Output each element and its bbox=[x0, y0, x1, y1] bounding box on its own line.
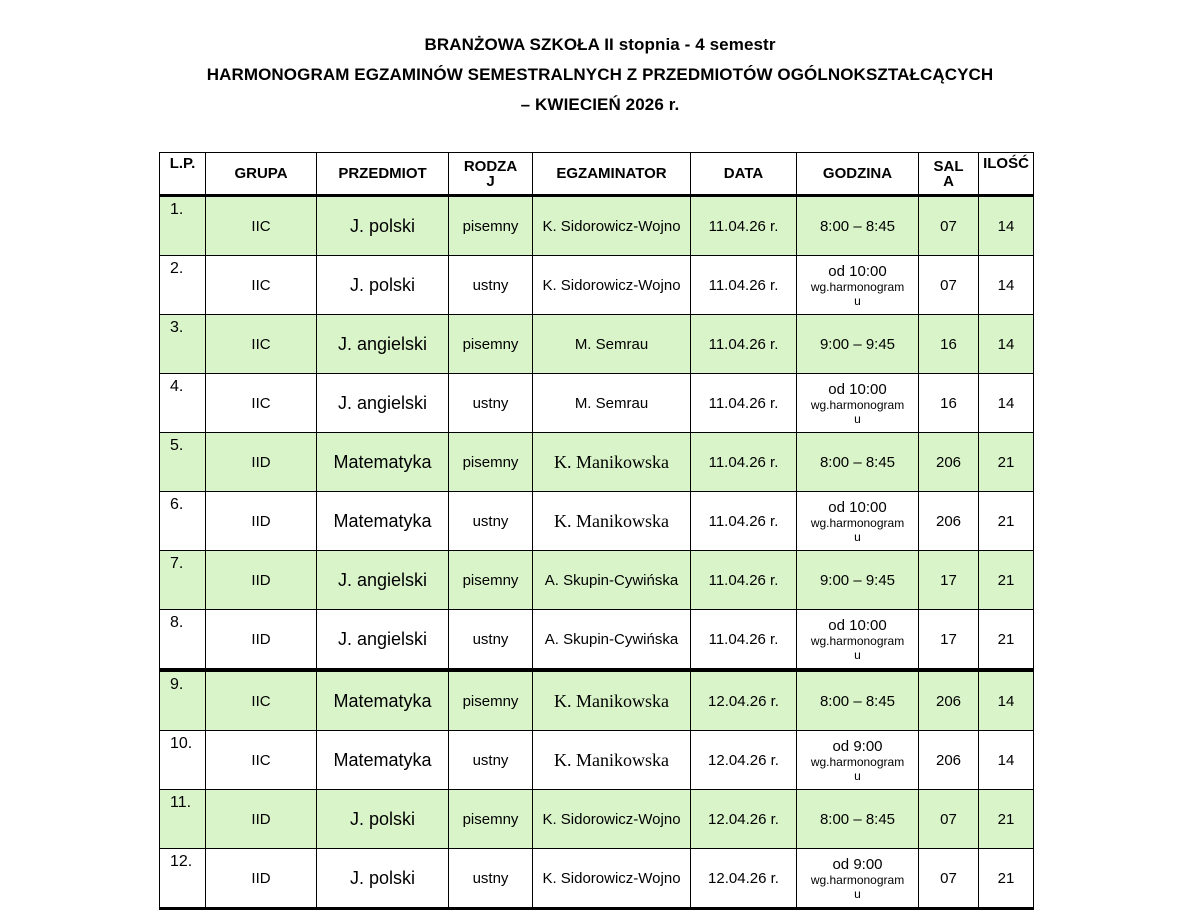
cell-lp: 2. bbox=[160, 256, 206, 315]
cell-lp: 4. bbox=[160, 374, 206, 433]
cell-ilosc: 21 bbox=[979, 790, 1034, 849]
cell-grupa: IID bbox=[206, 492, 317, 551]
cell-sala: 07 bbox=[919, 256, 979, 315]
cell-data: 11.04.26 r. bbox=[691, 196, 797, 256]
cell-data: 12.04.26 r. bbox=[691, 790, 797, 849]
cell-egzaminator: M. Semrau bbox=[533, 374, 691, 433]
cell-rodzaj: pisemny bbox=[449, 315, 533, 374]
cell-data: 12.04.26 r. bbox=[691, 731, 797, 790]
cell-egzaminator: A. Skupin-Cywińska bbox=[533, 610, 691, 671]
cell-godzina: od 10:00 wg.harmonogram u bbox=[797, 374, 919, 433]
table-row bbox=[160, 256, 1034, 315]
cell-ilosc: 21 bbox=[979, 610, 1034, 671]
cell-grupa: IIC bbox=[206, 670, 317, 731]
document-title bbox=[0, 30, 1200, 120]
schedule-month: – KWIECIEŃ 2026 r. bbox=[520, 95, 680, 114]
cell-rodzaj: ustny bbox=[449, 492, 533, 551]
cell-rodzaj: pisemny bbox=[449, 670, 533, 731]
table-row bbox=[160, 731, 1034, 790]
cell-rodzaj: ustny bbox=[449, 610, 533, 671]
cell-lp: 11. bbox=[160, 790, 206, 849]
col-header-grupa: GRUPA bbox=[206, 153, 317, 196]
cell-godzina: 8:00 – 8:45 bbox=[797, 790, 919, 849]
cell-ilosc: 21 bbox=[979, 492, 1034, 551]
cell-ilosc: 21 bbox=[979, 849, 1034, 909]
cell-egzaminator: K. Sidorowicz-Wojno bbox=[533, 790, 691, 849]
col-header-rodzaj: RODZA J bbox=[449, 153, 533, 196]
col-header-godzina: GODZINA bbox=[797, 153, 919, 196]
cell-egzaminator: K. Manikowska bbox=[533, 731, 691, 790]
cell-sala: 16 bbox=[919, 374, 979, 433]
exam-schedule-table bbox=[159, 152, 1034, 910]
cell-rodzaj: ustny bbox=[449, 849, 533, 909]
cell-rodzaj: ustny bbox=[449, 374, 533, 433]
cell-sala: 206 bbox=[919, 492, 979, 551]
cell-grupa: IID bbox=[206, 790, 317, 849]
col-header-data: DATA bbox=[691, 153, 797, 196]
cell-egzaminator: K. Sidorowicz-Wojno bbox=[533, 196, 691, 256]
col-header-lp: L.P. bbox=[160, 153, 206, 196]
table-row bbox=[160, 196, 1034, 256]
cell-data: 12.04.26 r. bbox=[691, 670, 797, 731]
col-header-ilosc: ILOŚĆ bbox=[979, 153, 1034, 196]
col-header-przedmiot: PRZEDMIOT bbox=[317, 153, 449, 196]
cell-przedmiot: J. polski bbox=[317, 256, 449, 315]
cell-egzaminator: K. Sidorowicz-Wojno bbox=[533, 849, 691, 909]
cell-sala: 206 bbox=[919, 731, 979, 790]
cell-data: 11.04.26 r. bbox=[691, 433, 797, 492]
cell-godzina: 8:00 – 8:45 bbox=[797, 670, 919, 731]
cell-sala: 206 bbox=[919, 670, 979, 731]
cell-data: 11.04.26 r. bbox=[691, 315, 797, 374]
cell-godzina: od 9:00 wg.harmonogram u bbox=[797, 731, 919, 790]
col-header-sala: SAL A bbox=[919, 153, 979, 196]
table-row bbox=[160, 670, 1034, 731]
school-title: BRANŻOWA SZKOŁA II stopnia - 4 semestr bbox=[424, 35, 776, 54]
cell-egzaminator: K. Manikowska bbox=[533, 433, 691, 492]
cell-godzina: 8:00 – 8:45 bbox=[797, 196, 919, 256]
table-row bbox=[160, 374, 1034, 433]
cell-ilosc: 14 bbox=[979, 374, 1034, 433]
table-row bbox=[160, 433, 1034, 492]
cell-sala: 07 bbox=[919, 196, 979, 256]
cell-grupa: IID bbox=[206, 551, 317, 610]
cell-przedmiot: J. polski bbox=[317, 849, 449, 909]
cell-przedmiot: J. angielski bbox=[317, 551, 449, 610]
cell-ilosc: 14 bbox=[979, 315, 1034, 374]
table-row bbox=[160, 790, 1034, 849]
cell-egzaminator: K. Manikowska bbox=[533, 670, 691, 731]
cell-lp: 3. bbox=[160, 315, 206, 374]
cell-godzina: od 10:00 wg.harmonogram u bbox=[797, 610, 919, 671]
cell-godzina: od 10:00 wg.harmonogram u bbox=[797, 492, 919, 551]
cell-rodzaj: ustny bbox=[449, 256, 533, 315]
cell-egzaminator: K. Manikowska bbox=[533, 492, 691, 551]
cell-rodzaj: pisemny bbox=[449, 551, 533, 610]
cell-przedmiot: J. angielski bbox=[317, 610, 449, 671]
cell-sala: 17 bbox=[919, 551, 979, 610]
schedule-title: HARMONOGRAM EGZAMINÓW SEMESTRALNYCH Z PRZEDMIOTÓW OGÓLNOKSZTAŁCĄCYCH bbox=[206, 65, 994, 84]
cell-egzaminator: K. Sidorowicz-Wojno bbox=[533, 256, 691, 315]
cell-lp: 5. bbox=[160, 433, 206, 492]
cell-sala: 206 bbox=[919, 433, 979, 492]
cell-data: 11.04.26 r. bbox=[691, 492, 797, 551]
cell-sala: 16 bbox=[919, 315, 979, 374]
cell-sala: 07 bbox=[919, 790, 979, 849]
cell-przedmiot: J. polski bbox=[317, 790, 449, 849]
cell-godzina: 9:00 – 9:45 bbox=[797, 551, 919, 610]
cell-ilosc: 21 bbox=[979, 551, 1034, 610]
cell-grupa: IID bbox=[206, 849, 317, 909]
cell-grupa: IIC bbox=[206, 315, 317, 374]
cell-data: 11.04.26 r. bbox=[691, 610, 797, 671]
cell-ilosc: 21 bbox=[979, 433, 1034, 492]
cell-przedmiot: Matematyka bbox=[317, 433, 449, 492]
cell-lp: 1. bbox=[160, 196, 206, 256]
cell-lp: 8. bbox=[160, 610, 206, 671]
cell-rodzaj: pisemny bbox=[449, 196, 533, 256]
cell-data: 11.04.26 r. bbox=[691, 256, 797, 315]
cell-godzina: od 10:00 wg.harmonogram u bbox=[797, 256, 919, 315]
cell-rodzaj: pisemny bbox=[449, 433, 533, 492]
cell-rodzaj: ustny bbox=[449, 731, 533, 790]
cell-egzaminator: A. Skupin-Cywińska bbox=[533, 551, 691, 610]
cell-grupa: IIC bbox=[206, 256, 317, 315]
cell-ilosc: 14 bbox=[979, 196, 1034, 256]
cell-grupa: IID bbox=[206, 433, 317, 492]
cell-grupa: IIC bbox=[206, 374, 317, 433]
cell-przedmiot: Matematyka bbox=[317, 670, 449, 731]
cell-sala: 07 bbox=[919, 849, 979, 909]
cell-grupa: IIC bbox=[206, 731, 317, 790]
cell-godzina: 8:00 – 8:45 bbox=[797, 433, 919, 492]
cell-przedmiot: J. angielski bbox=[317, 315, 449, 374]
table-row bbox=[160, 551, 1034, 610]
cell-grupa: IIC bbox=[206, 196, 317, 256]
cell-lp: 10. bbox=[160, 731, 206, 790]
cell-grupa: IID bbox=[206, 610, 317, 671]
cell-data: 12.04.26 r. bbox=[691, 849, 797, 909]
cell-godzina: od 9:00 wg.harmonogram u bbox=[797, 849, 919, 909]
cell-rodzaj: pisemny bbox=[449, 790, 533, 849]
table-row bbox=[160, 610, 1034, 671]
cell-data: 11.04.26 r. bbox=[691, 551, 797, 610]
col-header-egzaminator: EGZAMINATOR bbox=[533, 153, 691, 196]
cell-ilosc: 14 bbox=[979, 670, 1034, 731]
cell-przedmiot: J. polski bbox=[317, 196, 449, 256]
cell-lp: 9. bbox=[160, 670, 206, 731]
cell-lp: 7. bbox=[160, 551, 206, 610]
cell-przedmiot: Matematyka bbox=[317, 492, 449, 551]
cell-lp: 6. bbox=[160, 492, 206, 551]
cell-ilosc: 14 bbox=[979, 731, 1034, 790]
cell-data: 11.04.26 r. bbox=[691, 374, 797, 433]
cell-egzaminator: M. Semrau bbox=[533, 315, 691, 374]
cell-przedmiot: Matematyka bbox=[317, 731, 449, 790]
table-header-row bbox=[160, 153, 1034, 196]
cell-godzina: 9:00 – 9:45 bbox=[797, 315, 919, 374]
cell-lp: 12. bbox=[160, 849, 206, 909]
table-row bbox=[160, 492, 1034, 551]
cell-przedmiot: J. angielski bbox=[317, 374, 449, 433]
cell-ilosc: 14 bbox=[979, 256, 1034, 315]
table-row bbox=[160, 315, 1034, 374]
cell-sala: 17 bbox=[919, 610, 979, 671]
